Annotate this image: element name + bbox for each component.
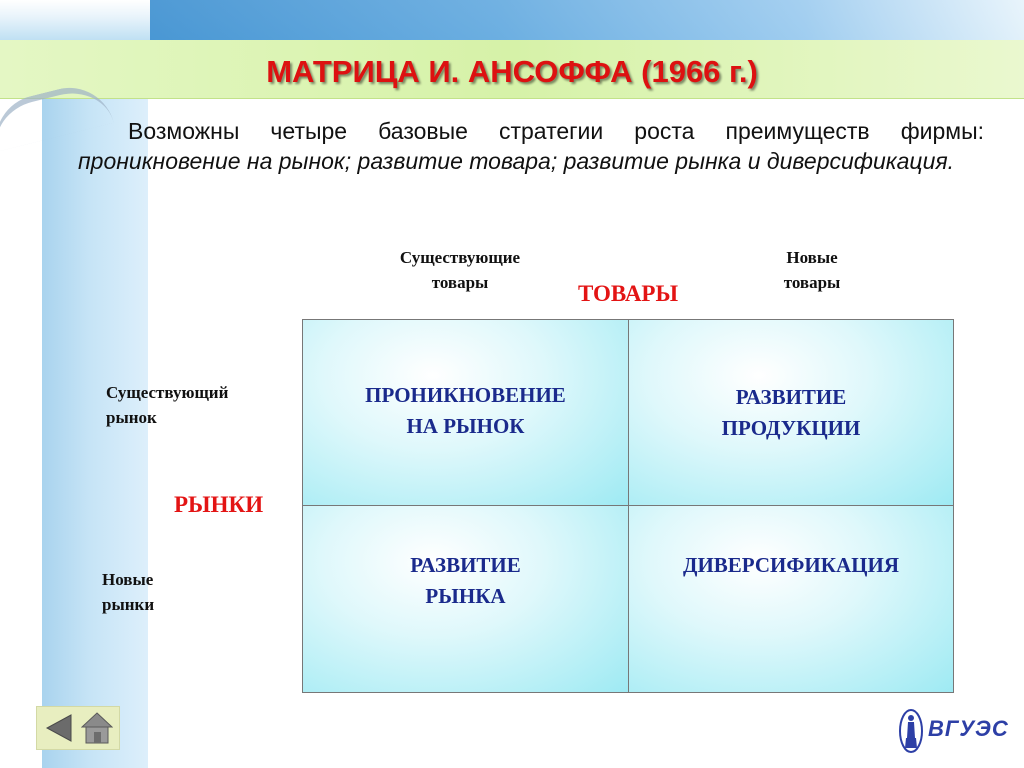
intro-plain-text: Возможны четыре базовые стратегии роста преимуществ фирмы: [128, 118, 984, 144]
cell-text [629, 550, 953, 581]
cell-line: НА РЫНОК [406, 414, 525, 438]
cell-line: РЫНКА [425, 584, 506, 608]
row-header-line: Новые [102, 570, 154, 589]
column-header-line: товары [431, 273, 489, 292]
cell-market-penetration [303, 320, 629, 506]
cell-text [303, 380, 628, 442]
cell-text [303, 550, 628, 612]
column-header-line: Новые [786, 248, 838, 267]
column-header-new-products [740, 245, 884, 295]
cell-line: РАЗВИТИЕ [410, 553, 521, 577]
cell-line: ПРОДУКЦИИ [721, 416, 861, 440]
home-icon[interactable] [81, 711, 113, 745]
cell-text [629, 382, 953, 444]
row-header-line: Существующий [106, 383, 229, 402]
cell-market-development [303, 506, 629, 692]
cell-line: РАЗВИТИЕ [735, 385, 847, 409]
markets-axis-label: РЫНКИ [174, 492, 264, 517]
row-header-line: рынок [106, 408, 157, 427]
logo-text: ВГУЭС [928, 716, 1009, 741]
navigation-panel [36, 706, 120, 750]
intro-paragraph [78, 116, 984, 176]
cell-diversification [629, 506, 953, 692]
slide-title: МАТРИЦА И. АНСОФФА (1966 г.) [266, 54, 758, 89]
column-header-line: Существующие [399, 248, 521, 267]
row-header-existing-market [106, 380, 296, 430]
university-logo [894, 706, 1009, 754]
intro-italic-text: проникновение на рынок; развитие товара; развитие рынка и диверсификация. [78, 148, 955, 174]
ansoff-matrix [302, 319, 954, 693]
back-arrow-icon[interactable] [43, 712, 75, 744]
column-header-existing-products [360, 245, 560, 295]
cell-product-development [629, 320, 953, 506]
row-header-new-markets [102, 567, 242, 617]
statue-emblem-icon [898, 708, 924, 754]
row-header-line: рынки [102, 595, 155, 614]
products-axis-label: ТОВАРЫ [578, 281, 679, 306]
cell-line: ПРОНИКНОВЕНИЕ [365, 383, 566, 407]
column-header-line: товары [783, 273, 841, 292]
cell-line: ДИВЕРСИФИКАЦИЯ [683, 553, 899, 577]
decorative-top-band [0, 0, 1024, 40]
